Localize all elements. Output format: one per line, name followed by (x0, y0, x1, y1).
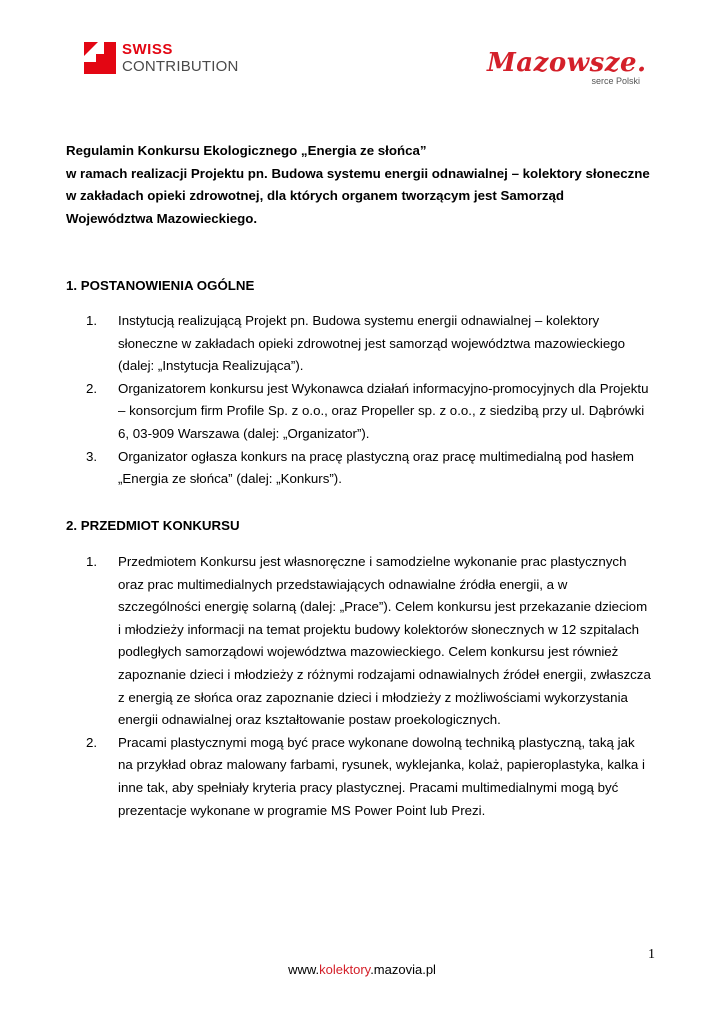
list-item-line: Organizator ogłasza konkurs na pracę plastyczną oraz pracę multimedialną pod hasłem (118, 448, 634, 464)
list-item-line: zapoznanie dzieci i młodzieży z różnymi rodzajami odnawialnych źródeł energii, zwłaszcza (118, 666, 651, 682)
swiss-logo-line2: CONTRIBUTION (122, 58, 239, 75)
title-line: Regulamin Konkursu Ekologicznego „Energia ze słońca” (66, 143, 427, 158)
list-item-line: oraz prac multimedialnych przedstawiających odnawialne źródła energii, a w (118, 576, 568, 592)
contest-subject-list (66, 551, 666, 822)
list-item-line: energii odnawialnej oraz kształtowanie postaw proekologicznych. (118, 712, 501, 728)
list-item-number: 2. (86, 380, 98, 396)
list-item-line: – konsorcjum firm Profile Sp. z o.o., oraz Propeller sp. z o.o., z siedzibą przy ul. Dąbrówki (118, 403, 645, 419)
list-item-line: Instytucją realizującą Projekt pn. Budowa systemu energii odnawialnej – kolektory (118, 313, 600, 328)
title-line: w zakładach opieki zdrowotnej, dla których organem tworzącym jest Samorząd (66, 188, 565, 203)
list-item-line: prezentacje wykonane w programie MS Power Point lub Prezi. (118, 802, 486, 818)
mazowsze-logo (487, 48, 652, 90)
footer-url-highlight: kolektory (319, 962, 371, 977)
list-item-line: podległych samorządowi województwa mazowieckiego. Celem konkursu jest również (118, 644, 619, 660)
swiss-cross-icon (84, 42, 116, 74)
section-heading-contest-subject: 2. PRZEDMIOT KONKURSU (66, 518, 240, 533)
list-item-line: na przykład obraz malowany farbami, rysunek, wyklejanka, kolaż, papieroplastyka, kalka i (118, 757, 645, 773)
mazowsze-logo-tagline: serce Polski (591, 76, 640, 86)
list-item-line: „Energia ze słońca” (dalej: „Konkurs”). (118, 471, 342, 487)
section-heading-general-provisions: 1. POSTANOWIENIA OGÓLNE (66, 278, 255, 293)
general-provisions-list (66, 310, 666, 491)
list-item-line: Pracami plastycznymi mogą być prace wykonane dowolną techniką plastyczną, taką jak (118, 734, 635, 750)
title-line: Województwa Mazowieckiego. (66, 210, 258, 226)
list-item-line: 6, 03-909 Warszawa (dalej: „Organizator”). (118, 425, 370, 441)
list-item (66, 310, 666, 378)
footer-url-prefix: www. (288, 962, 320, 977)
list-item-number: 1. (86, 313, 98, 328)
mazowsze-logo-word: Mazowsze. (487, 48, 647, 78)
footer-url-suffix: .mazovia.pl (370, 962, 436, 977)
list-item-number: 3. (86, 448, 98, 464)
list-item-number: 1. (86, 554, 98, 569)
list-item-line: Organizatorem konkursu jest Wykonawca działań informacyjno-promocyjnych dla Projektu (118, 380, 649, 396)
list-item-number: 2. (86, 734, 98, 750)
list-item (66, 551, 666, 732)
title-line: w ramach realizacji Projektu pn. Budowa systemu energii odnawialnej – kolektory słoneczne (66, 165, 650, 181)
list-item (66, 446, 666, 491)
page-number: 1 (648, 947, 655, 962)
list-item-line: słoneczne w zakładach opieki zdrowotnej jest samorząd województwa mazowieckiego (118, 335, 626, 351)
list-item (66, 732, 666, 822)
list-item-line: inne tak, aby spełniały kryteria pracy plastycznej. Pracami multimedialnymi mogą być (118, 779, 619, 795)
footer-url[interactable] (0, 962, 724, 977)
document-title (66, 140, 666, 230)
list-item-line: i młodzieży informacji na temat projektu budowy kolektorów słonecznych w 12 szpitalach (118, 621, 640, 637)
list-item-line: szczególności energię solarną (dalej: „Prace”). Celem konkursu jest przekazanie dzieciom (118, 599, 648, 615)
list-item-line: (dalej: „Instytucja Realizująca”). (118, 358, 304, 374)
swiss-contribution-logo (84, 42, 244, 78)
swiss-logo-line1: SWISS (122, 41, 173, 58)
list-item (66, 378, 666, 446)
list-item-line: z energią ze słońca oraz zapoznanie dzieci i młodzieży z możliwościami wykorzystania (118, 689, 628, 705)
list-item-line: Przedmiotem Konkursu jest własnoręczne i samodzielne wykonanie prac plastycznych (118, 554, 627, 569)
